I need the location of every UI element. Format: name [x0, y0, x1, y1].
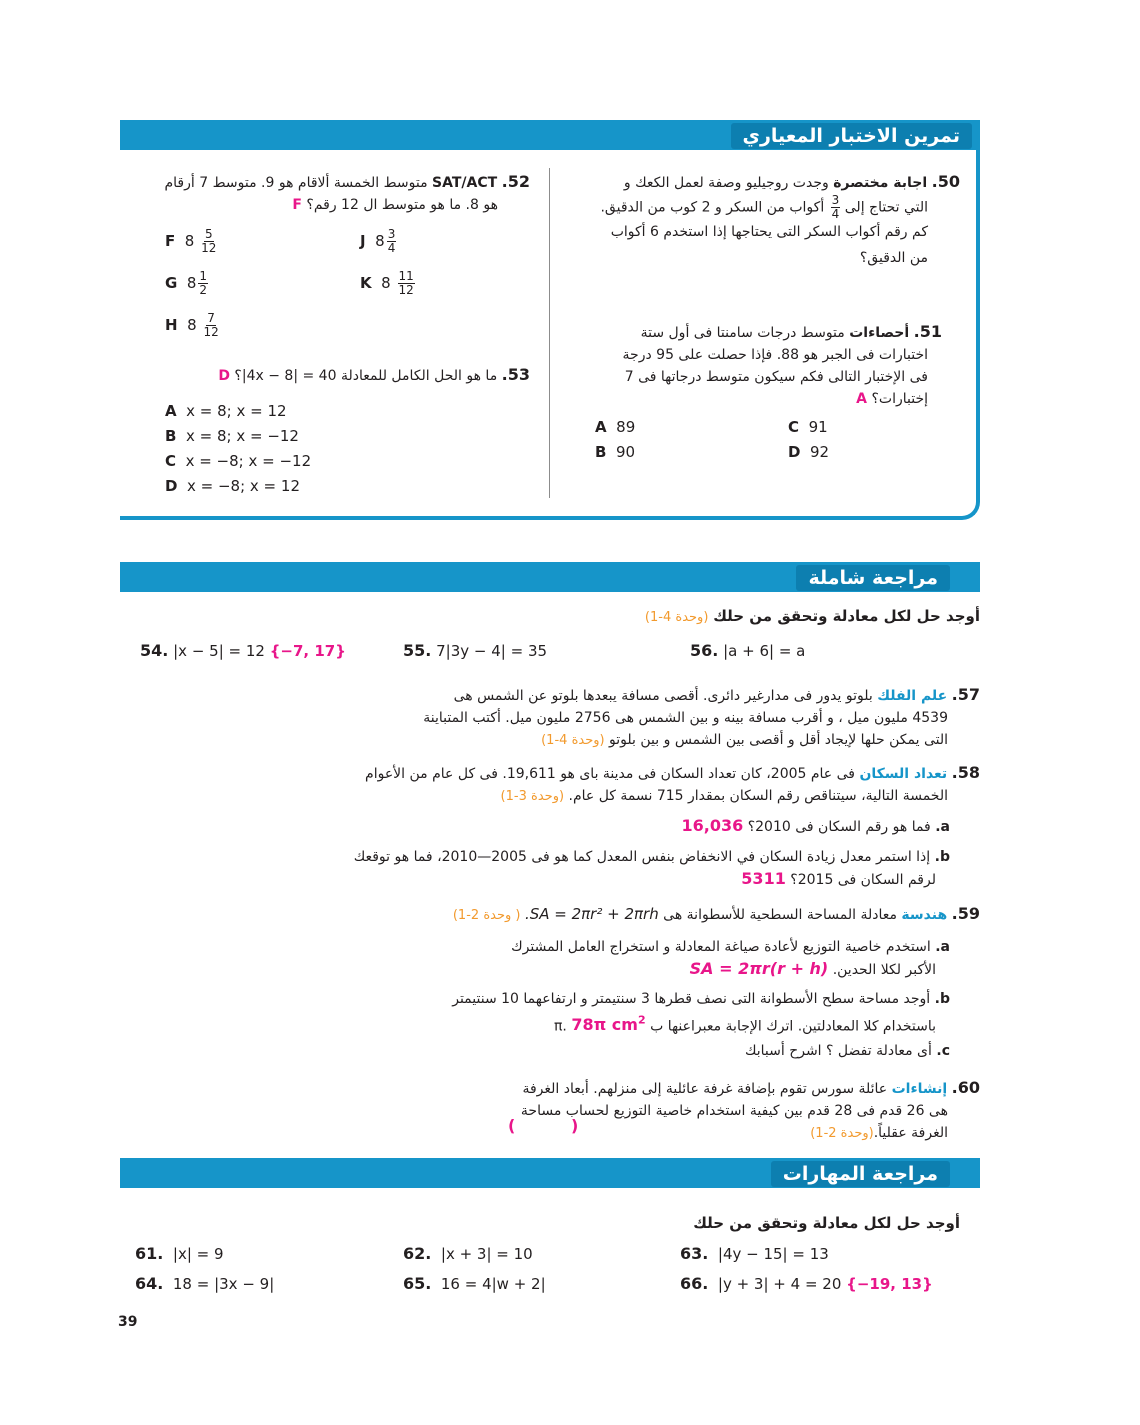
q52-option-f: F 8 $\frac{5}{12}$ [165, 227, 217, 255]
q52-option-h: H 8 $\frac{7}{12}$ [165, 311, 219, 339]
problem-65: 65. 16 = 4|w + 2| [403, 1274, 546, 1293]
question-50: 50. اجابة مختصرة وجدت روجيليو وصفة لعمل الكعك و التي تحتاج إلى $\frac{3}{4}$ أكواب من السكر و 2 كوب من الدقيق. كم رقم أكواب السكر التى يحتاجها إذا استخدم 6 أكواب من الدقيق؟ [600, 172, 960, 266]
q51-option-c: C 91 [788, 418, 828, 436]
column-divider [549, 168, 550, 498]
q51-option-a: A 89 [595, 418, 636, 436]
question-52: 52. SAT/ACT متوسط الخمسة ألاقام هو 9. متوسط 7 أرقام هو 8. ما هو متوسط ال 12 رقم؟ F [164, 172, 530, 213]
answer-paren-open: ( [508, 1116, 516, 1135]
answer-paren-close: ) [571, 1116, 579, 1135]
q52-option-k: K 8 $\frac{11}{12}$ [360, 269, 414, 297]
question-60: 60. إنشاءات عائلة سورس تقوم بإضافة غرفة عائلية إلى منزلهم. أبعاد الغرفة هى 26 قدم فى 28 قدم بين كيفية استخدام خاصية التوزيع لحساب مساحة الغرفة عقلياً.(وحدة 2-1) [520, 1078, 980, 1141]
problem-62: 62. |x + 3| = 10 [403, 1244, 533, 1263]
question-58-b: b. إذا استمر معدل زيادة السكان في الانخفاض بنفس المعدل كما هو فى 2005—2010، فما هو توقعك لرقم السكان فى 2015؟ 5311 [353, 849, 950, 888]
fraction: $\frac{3}{4}$ [831, 193, 840, 221]
question-57: 57. علم الفلك بلوتو يدور فى مدارغير دائرى. أقصى مسافة يبعدها بلوتو عن الشمس هى 4539 مليون ميل ، و أقرب مسافة بينه و بين الشمس هى 2756 مليون ميل. أكتب المتباينة التى يمكن حلها لإيجاد أقل و أقصى بين الشمس و بين بلوتو (وحدة 4-1) [423, 685, 980, 748]
question-59-b: b. أوجد مساحة سطح الأسطوانة التى نصف قطرها 3 سنتيمتر و ارتفاعهما 10 سنتيمتر باستخدام كلا المعادلتين. اترك الإجابة معبراعنها ب π. 78π $cm^2$ [452, 991, 950, 1035]
problem-55: 55. 7|3y − 4| = 35 [403, 641, 548, 660]
question-59: 59. هندسة معادلة المساحة السطحية للأسطوانة هى SA = 2πr² + 2πrh. ( وحدة 2-1) [452, 904, 980, 923]
question-58: 58. تعداد السكان فى عام 2005، كان تعداد السكان فى مدينة باى هو 19,611. فى كل عام من الأعوام الخمسة التالية، سيتناقص رقم السكان بمقدار 715 نسمة كل عام. (وحدة 3-1) [365, 763, 980, 804]
spiral-review-title: مراجعة شاملة [796, 565, 950, 591]
question-59-a: a. استخدم خاصية التوزيع لأعادة صياغة المعادلة و استخراج العامل المشترك الأكبر لكلا الحدين. SA = 2πr(r + h) [511, 939, 950, 978]
problem-54: 54. |x − 5| = 12 {−7, 17} [140, 641, 346, 660]
answer: 16,036 [681, 816, 744, 835]
spiral-instruction: أوجد حل لكل معادلة وتحقق من حلك (وحدة 4-1) [644, 607, 980, 625]
answer: 5311 [741, 869, 786, 888]
answer: A [856, 391, 868, 407]
q52-option-j: J 8 $\frac{3}{4}$ [360, 227, 396, 255]
answer: 78π $cm^2$ [571, 1014, 646, 1035]
question-59-c: c. أى معادلة تفضل ؟ اشرح أسبابك [744, 1043, 950, 1059]
answer: {−7, 17} [269, 642, 346, 660]
q53-option-b: B x = 8; x = −12 [165, 427, 299, 445]
problem-61: 61. |x| = 9 [135, 1244, 224, 1263]
q51-option-b: B 90 [595, 443, 636, 461]
q53-option-c: C x = −8; x = −12 [165, 452, 312, 470]
skills-review-title: مراجعة المهارات [771, 1161, 950, 1187]
problem-56: 56. |a + 6| = a [690, 641, 806, 660]
question-51: 51. أحصاءات متوسط درجات سامنتا فى أول ستة اختبارات فى الجبر هو 88. فإذا حصلت على 95 درجة فى الإختبار التالى فكم سيكون متوسط درجاتها فى 7 إختبارات؟ A [622, 322, 942, 407]
answer: SA = 2πr(r + h) [689, 959, 829, 978]
answer: F [292, 197, 302, 213]
q53-option-d: D x = −8; x = 12 [165, 477, 300, 495]
skills-instruction: أوجد حل لكل معادلة وتحقق من حلك [693, 1214, 960, 1232]
question-53: 53. ما هو الحل الكامل للمعادلة 40 = |4x − 8|؟ D [218, 365, 530, 384]
problem-63: 63. |4y − 15| = 13 [680, 1244, 829, 1263]
q53-option-a: A x = 8; x = 12 [165, 402, 287, 420]
answer: {−19, 13} [846, 1275, 933, 1293]
q52-option-g: G 8 $\frac{1}{2}$ [165, 269, 208, 297]
q51-option-d: D 92 [788, 443, 830, 461]
problem-66: 66. |y + 3| + 4 = 20 {−19, 13} [680, 1274, 933, 1293]
problem-64: 64. 18 = |3x − 9| [135, 1274, 275, 1293]
page-number: 39 [118, 1314, 138, 1330]
test-practice-title: تمرين الاختبار المعياري [731, 123, 972, 149]
question-58-a: a. فما هو رقم السكان فى 2010؟ 16,036 [681, 816, 950, 835]
answer: D [218, 368, 230, 384]
